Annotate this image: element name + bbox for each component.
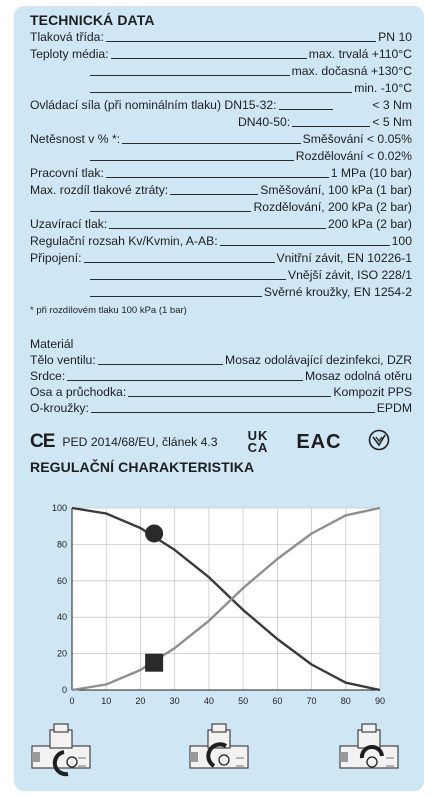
series-marker-circle: [145, 524, 163, 542]
x-tick-label: 60: [272, 696, 283, 706]
spec-row: [88, 149, 412, 164]
material-label: Osa a průchodka:: [30, 385, 127, 399]
spec-label: Připojení:: [30, 251, 82, 265]
ukca-mark: UK CA: [247, 428, 269, 455]
spec-value: Směšování, 100 kPa (1 bar): [260, 183, 412, 197]
spec-row: [88, 200, 412, 215]
footnote: * při rozdílovém tlaku 100 kPa (1 bar): [30, 305, 187, 316]
valve-position-left-icon: [28, 722, 94, 784]
spec-value: Rozdělování, 200 kPa (2 bar): [253, 200, 412, 214]
spec-row: [30, 47, 412, 62]
y-tick-label: 100: [51, 503, 67, 513]
x-tick-label: 40: [203, 696, 214, 706]
regulation-chart: [28, 498, 408, 716]
material-title: Materiál: [30, 337, 74, 351]
y-tick-label: 20: [56, 648, 67, 659]
spec-value: Směšování < 0.05%: [302, 132, 412, 146]
plot-area: [72, 508, 380, 690]
technical-data-title: TECHNICKÁ DATA: [30, 12, 155, 28]
spec-value: Rozdělování < 0.02%: [295, 149, 412, 163]
material-value: EPDM: [376, 401, 412, 415]
spec-row: [30, 217, 412, 232]
spec-row: [30, 132, 412, 147]
spec-value: 100: [391, 234, 412, 248]
spec-label: Teploty média:: [30, 47, 109, 61]
ce-mark: CE: [30, 431, 55, 452]
material-value: Mosaz odolná otěru: [304, 369, 412, 383]
spec-value: min. -10°C: [354, 81, 412, 95]
spec-label: Regulační rozsah Kv/Kvmin, A-AB:: [30, 234, 218, 248]
spec-row: [30, 251, 412, 266]
spec-value: < 5 Nm: [372, 115, 412, 129]
ped-text: PED 2014/68/EU, článek 4.3: [62, 435, 218, 449]
x-tick-label: 50: [238, 696, 249, 706]
y-tick-label: 0: [61, 685, 67, 695]
spec-value: max. trvalá +110°C: [308, 47, 412, 61]
spec-row: [30, 183, 412, 198]
spec-label: Pracovní tlak:: [30, 166, 104, 180]
spec-row: [30, 234, 412, 249]
spec-row: [88, 81, 412, 96]
wras-icon: [368, 429, 390, 456]
material-value: Mosaz odolávající dezinfekci, DZR: [225, 353, 412, 367]
spec-row: [88, 64, 412, 79]
y-tick-label: 80: [56, 539, 67, 550]
spec-value: Vnitřní závit, EN 10226-1: [276, 251, 412, 265]
x-tick-label: 20: [135, 696, 146, 706]
y-tick-label: 40: [56, 612, 67, 623]
eac-mark: EAC: [296, 430, 342, 453]
spec-row: [30, 30, 412, 45]
material-row: [30, 385, 412, 400]
material-row: [30, 369, 412, 384]
spec-label: Tlaková třída:: [30, 30, 104, 44]
spec-label: Uzavírací tlak:: [30, 217, 108, 231]
spec-value: PN 10: [378, 30, 412, 44]
x-tick-label: 80: [340, 696, 351, 706]
certification-row: [30, 427, 420, 457]
material-label: O-kroužky:: [30, 401, 89, 415]
chart-svg: [28, 498, 408, 716]
valve-position-right-icon: [336, 722, 402, 784]
x-tick-label: 10: [101, 696, 112, 706]
spec-value: 200 kPa (2 bar): [327, 217, 412, 231]
x-tick-label: 70: [306, 696, 317, 706]
material-label: Tělo ventilu:: [30, 353, 96, 367]
spec-value: 1 MPa (10 bar): [330, 166, 412, 180]
spec-row: [88, 285, 412, 300]
spec-label: Netěsnost v % *:: [30, 132, 121, 146]
spec-row: [30, 98, 412, 113]
spec-label: Max. rozdíl tlakové ztráty:: [30, 183, 169, 197]
spec-row: [88, 268, 412, 283]
x-tick-label: 90: [374, 696, 386, 706]
series-marker-square: [145, 654, 163, 672]
spec-row: [238, 115, 412, 130]
spec-value: < 3 Nm: [372, 98, 412, 112]
x-tick-label: 30: [169, 696, 180, 706]
y-tick-label: 60: [56, 575, 67, 586]
material-value: Kompozit PPS: [333, 385, 412, 399]
regulation-title: REGULAČNÍ CHARAKTERISTIKA: [30, 459, 255, 475]
material-row: [30, 401, 412, 416]
spec-value: Vnější závit, ISO 228/1: [288, 268, 412, 282]
spec-value: max. dočasná +130°C: [291, 64, 412, 78]
valve-position-center-icon: [186, 722, 252, 784]
material-row: [30, 353, 412, 368]
material-label: Srdce:: [30, 369, 66, 383]
spec-label: DN40-50:: [238, 115, 291, 129]
x-tick-label: 0: [69, 696, 75, 706]
spec-value: Svěrné kroužky, EN 1254-2: [263, 285, 412, 299]
spec-label: Ovládací síla (při nominálním tlaku) DN15-32:: [30, 98, 277, 112]
spec-row: [30, 166, 412, 181]
